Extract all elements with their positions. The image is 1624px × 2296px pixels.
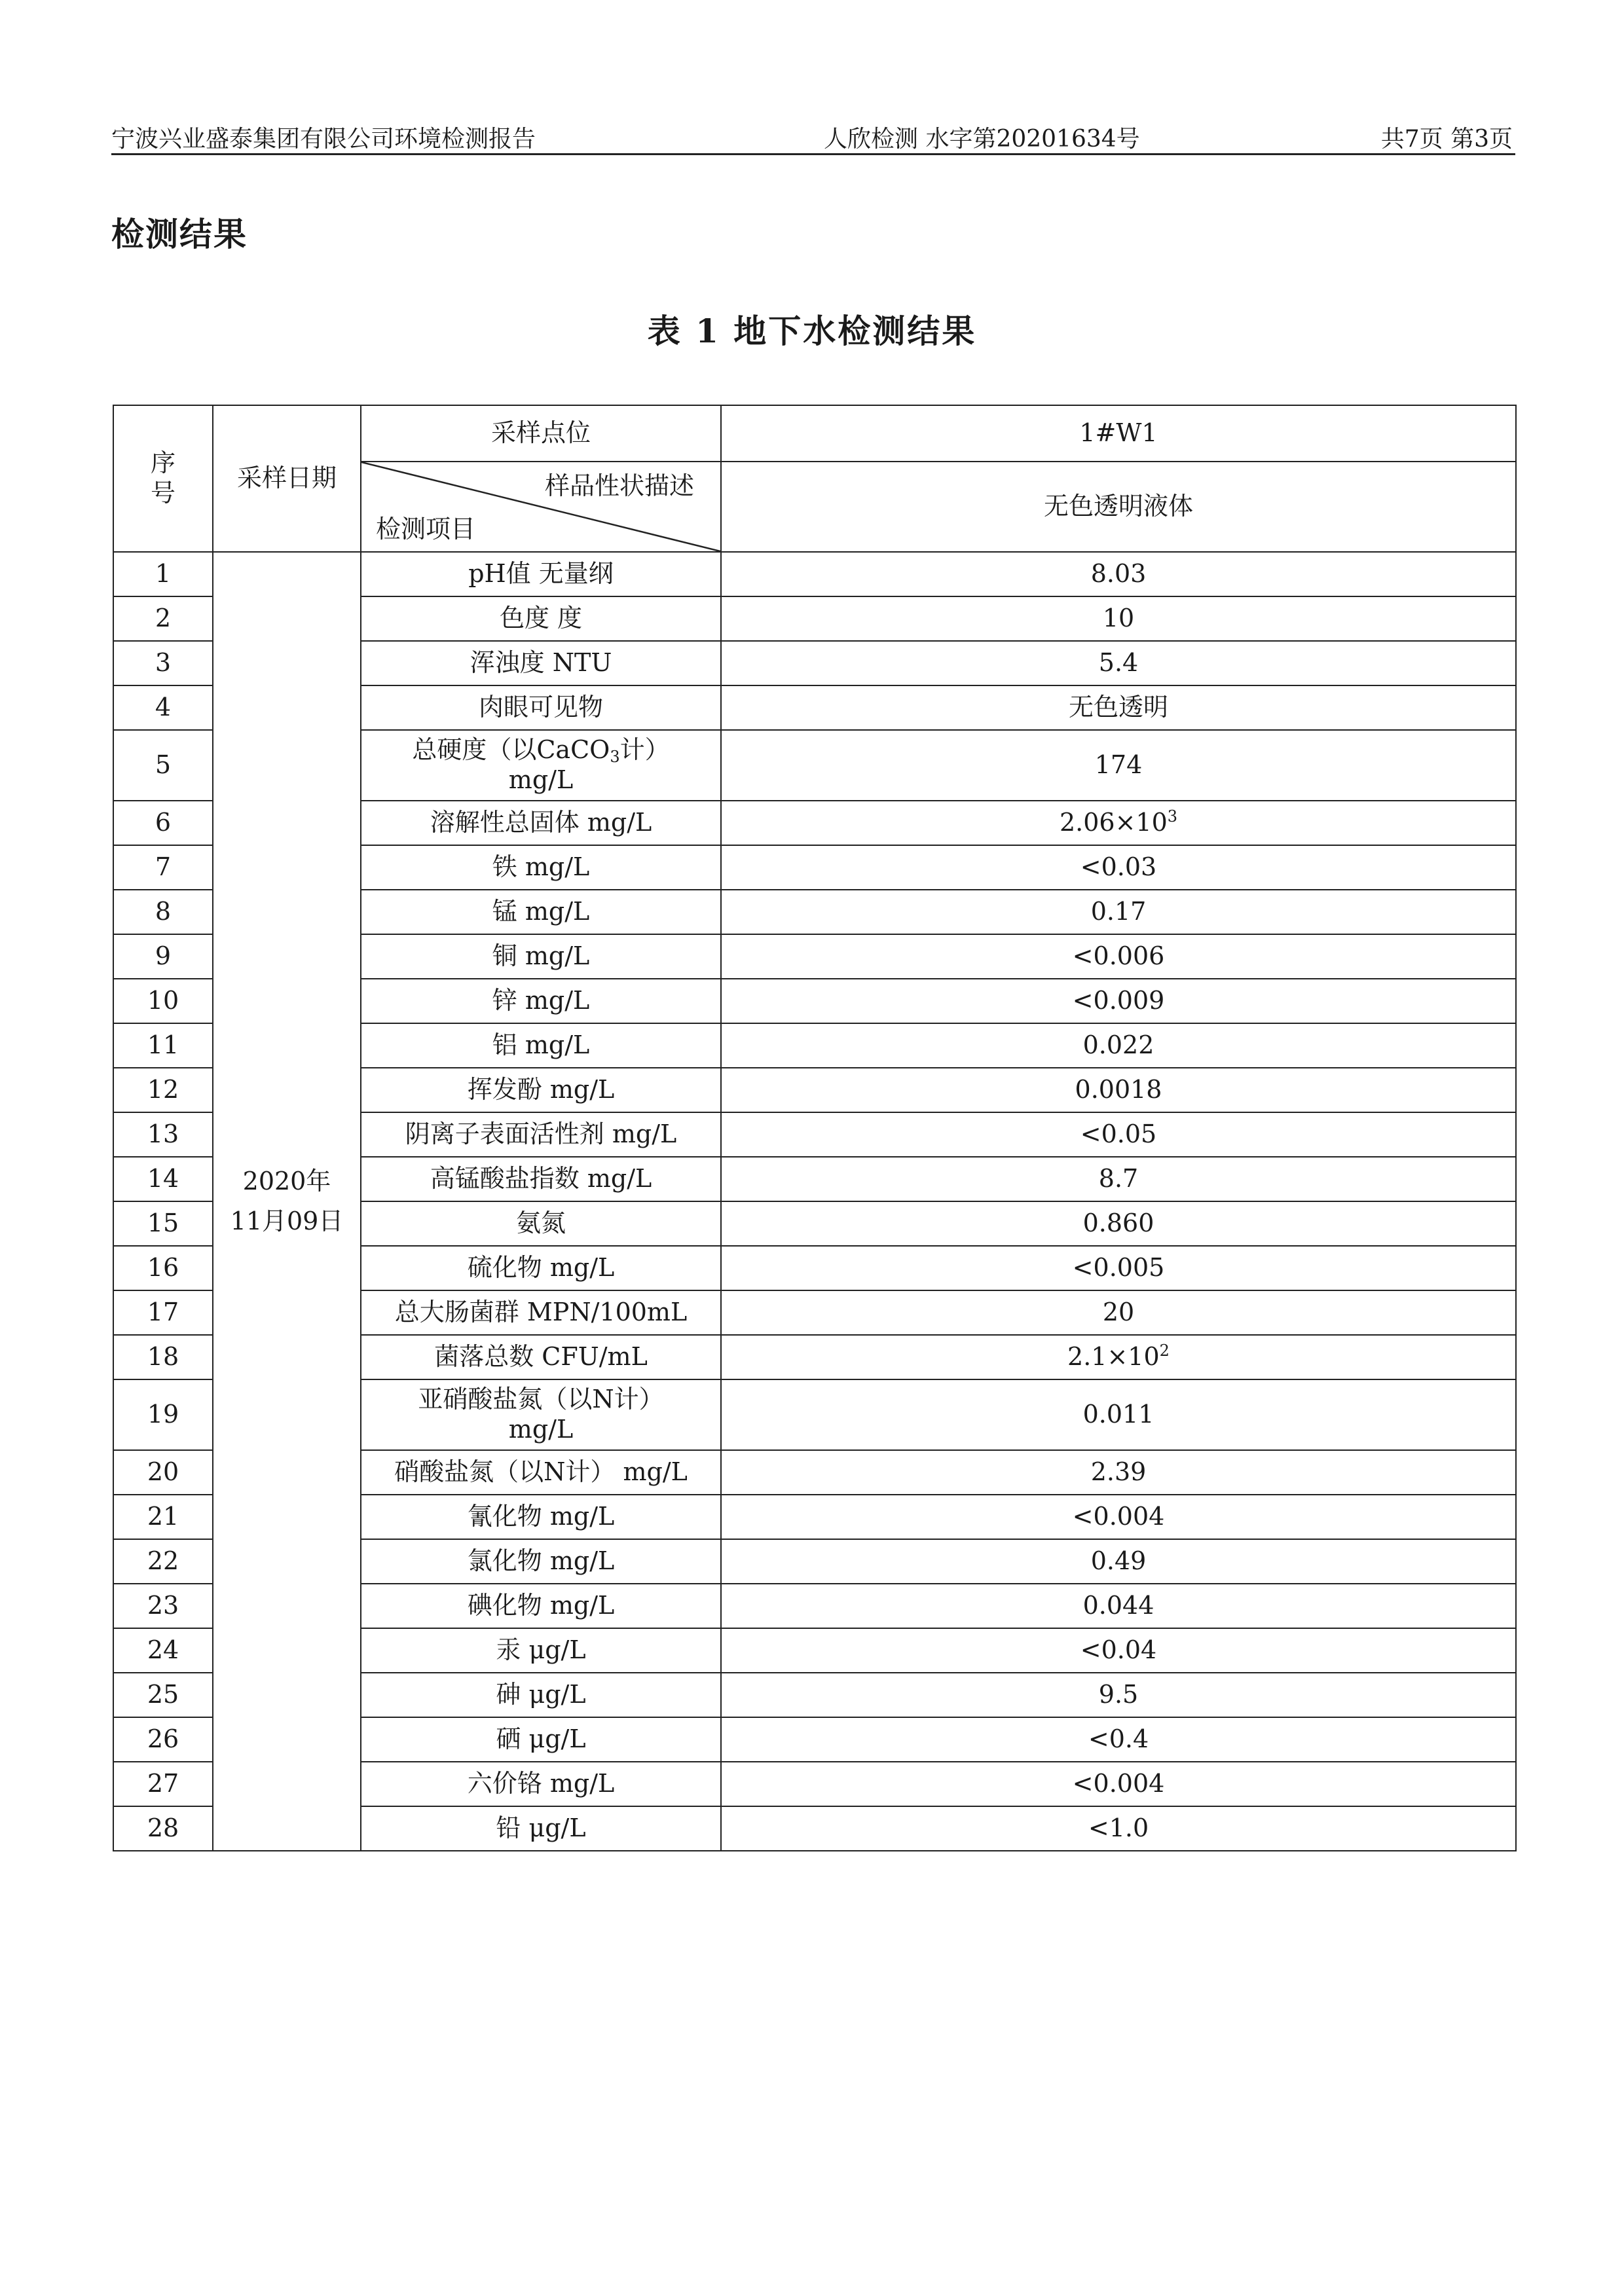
row-value: 20 [721,1290,1516,1335]
table-row [113,552,1516,596]
row-item: 肉眼可见物 [361,685,721,730]
row-value: <0.009 [721,979,1516,1023]
header-sampling-point: 采样点位 [361,405,721,462]
row-seq: 18 [113,1335,213,1379]
row-item: 色度 度 [361,596,721,641]
row-seq: 4 [113,685,213,730]
row-value: 8.7 [721,1157,1516,1201]
row-seq: 1 [113,552,213,596]
row-value: <0.004 [721,1762,1516,1806]
row-seq: 21 [113,1495,213,1539]
results-table [113,405,1517,1851]
header-divider [111,153,1515,155]
row-item: 硫化物 mg/L [361,1246,721,1290]
section-title: 检测结果 [111,215,248,253]
row-item: 汞 μg/L [361,1628,721,1673]
report-name: 宁波兴业盛泰集团有限公司环境检测报告 [111,126,536,153]
row-seq: 7 [113,845,213,890]
row-item: 总大肠菌群 MPN/100mL [361,1290,721,1335]
row-item: 六价铬 mg/L [361,1762,721,1806]
row-seq: 16 [113,1246,213,1290]
row-value: <0.05 [721,1112,1516,1157]
row-value: <1.0 [721,1806,1516,1851]
row-item: pH值 无量纲 [361,552,721,596]
page-header [111,117,1513,156]
row-seq: 26 [113,1717,213,1762]
row-value: 0.011 [721,1379,1516,1450]
row-seq: 9 [113,934,213,979]
row-item: 锰 mg/L [361,890,721,934]
sampling-point-value: 1#W1 [721,405,1516,462]
row-seq: 5 [113,730,213,801]
row-item: 高锰酸盐指数 mg/L [361,1157,721,1201]
row-value: 9.5 [721,1673,1516,1717]
row-seq: 22 [113,1539,213,1584]
row-seq: 13 [113,1112,213,1157]
row-seq: 2 [113,596,213,641]
row-seq: 11 [113,1023,213,1068]
row-value: $2.1\times 10^2$ [721,1335,1516,1379]
row-value: $2.06\times 10^3$ [721,801,1516,845]
row-seq: 19 [113,1379,213,1450]
row-item: 硝酸盐氮（以N计） mg/L [361,1450,721,1495]
row-value: 10 [721,596,1516,641]
row-item: 铁 mg/L [361,845,721,890]
row-value: 5.4 [721,641,1516,685]
row-value: 0.860 [721,1201,1516,1246]
header-seq: 序 号 [113,405,213,552]
row-item: 总硬度（以CaCO$_3$计） mg/L [361,730,721,801]
row-item: 锌 mg/L [361,979,721,1023]
row-seq: 3 [113,641,213,685]
row-value: 0.49 [721,1539,1516,1584]
row-seq: 15 [113,1201,213,1246]
row-item: 浑浊度 NTU [361,641,721,685]
row-seq: 8 [113,890,213,934]
row-seq: 20 [113,1450,213,1495]
row-item: 挥发酚 mg/L [361,1068,721,1112]
row-value: 0.022 [721,1023,1516,1068]
row-item: 溶解性总固体 mg/L [361,801,721,845]
row-value: 8.03 [721,552,1516,596]
header-sample-description: 样品性状描述 [544,471,694,500]
row-item: 铜 mg/L [361,934,721,979]
row-value: 0.17 [721,890,1516,934]
row-seq: 24 [113,1628,213,1673]
row-seq: 14 [113,1157,213,1201]
row-item: 硒 μg/L [361,1717,721,1762]
row-value: <0.006 [721,934,1516,979]
row-item: 铅 μg/L [361,1806,721,1851]
sample-description-value: 无色透明液体 [721,462,1516,552]
row-seq: 28 [113,1806,213,1851]
row-item: 铝 mg/L [361,1023,721,1068]
row-item: 亚硝酸盐氮（以N计） mg/L [361,1379,721,1450]
row-value: <0.4 [721,1717,1516,1762]
row-seq: 23 [113,1584,213,1628]
row-seq: 12 [113,1068,213,1112]
row-value: <0.005 [721,1246,1516,1290]
row-item: 氯化物 mg/L [361,1539,721,1584]
row-seq: 6 [113,801,213,845]
header-diagonal-cell [361,462,721,552]
row-value: <0.04 [721,1628,1516,1673]
header-test-item: 检测项目 [376,515,476,544]
page-number: 共7页 第3页 [1380,126,1513,153]
row-value: <0.004 [721,1495,1516,1539]
row-value: <0.03 [721,845,1516,890]
row-seq: 10 [113,979,213,1023]
table-title: 表 1 地下水检测结果 [647,312,977,350]
row-item: 菌落总数 CFU/mL [361,1335,721,1379]
row-item: 氨氮 [361,1201,721,1246]
header-sampling-date: 采样日期 [213,405,361,552]
row-value: 无色透明 [721,685,1516,730]
row-seq: 25 [113,1673,213,1717]
row-seq: 17 [113,1290,213,1335]
row-item: 阴离子表面活性剂 mg/L [361,1112,721,1157]
row-item: 氰化物 mg/L [361,1495,721,1539]
row-item: 碘化物 mg/L [361,1584,721,1628]
row-value: 0.044 [721,1584,1516,1628]
row-value: 0.0018 [721,1068,1516,1112]
row-value: 2.39 [721,1450,1516,1495]
row-item: 砷 μg/L [361,1673,721,1717]
report-number: 人欣检测 水字第20201634号 [824,126,1140,153]
row-value: 174 [721,730,1516,801]
row-seq: 27 [113,1762,213,1806]
sampling-date: 2020年 11月09日 [213,552,361,1851]
